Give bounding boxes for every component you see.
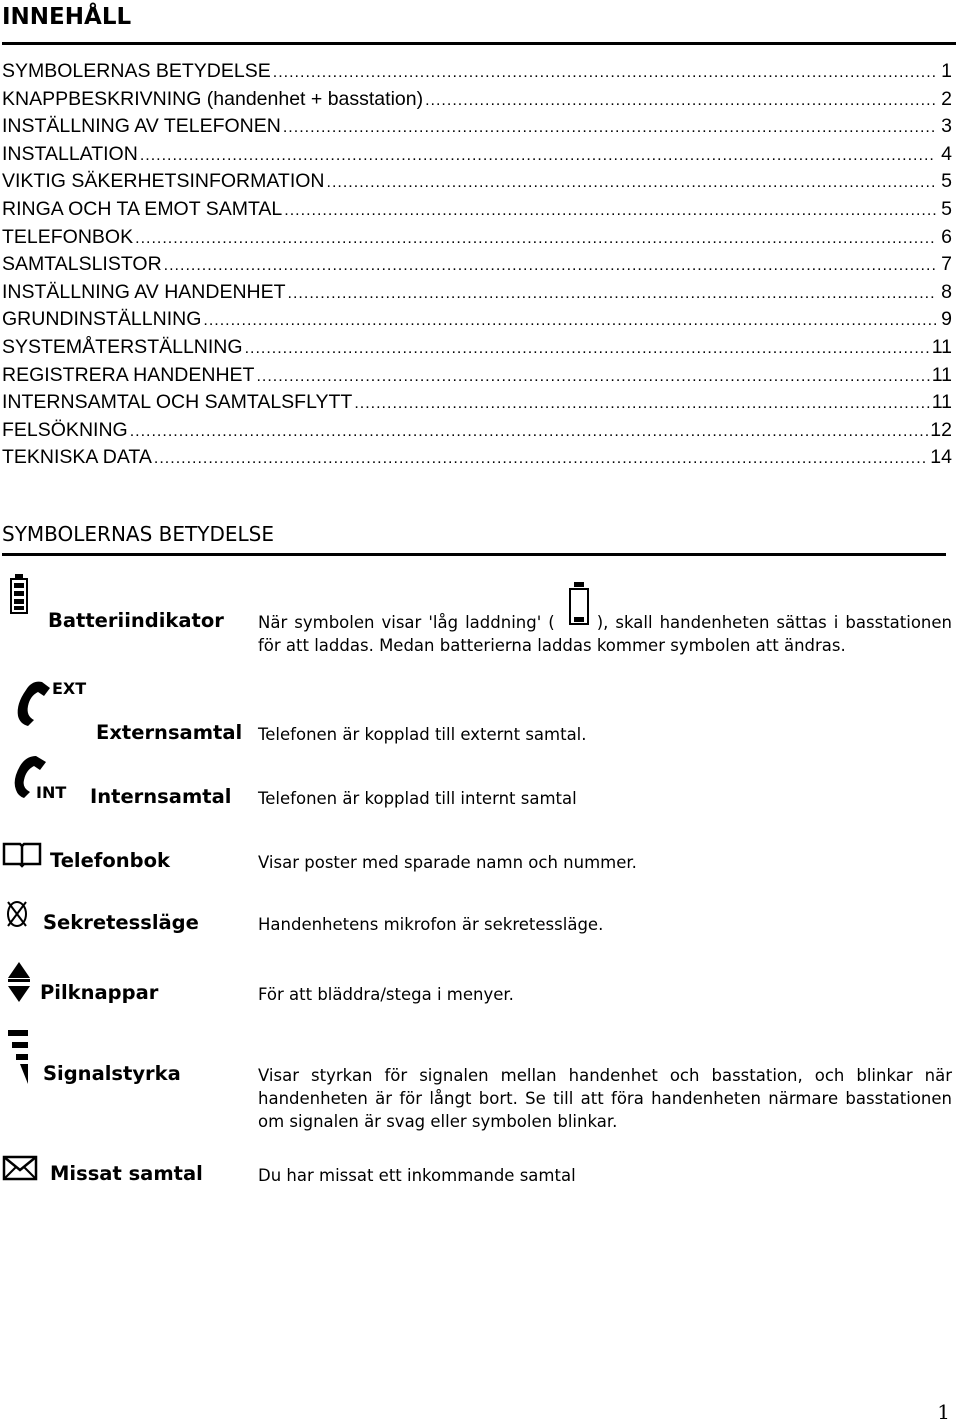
toc-entry-page: 1: [941, 60, 952, 82]
toc-leader-dots: [256, 368, 929, 386]
toc-entry-page: 6: [941, 225, 952, 248]
toc-leader-dots: [283, 119, 936, 137]
toc-entry-page: 8: [941, 280, 952, 303]
toc-entry-label: SYSTEMÅTERSTÄLLNING: [2, 335, 243, 358]
symbol-label-missed: Missat samtal: [50, 1162, 203, 1185]
symbol-label-mute: Sekretessläge: [43, 911, 199, 934]
toc-leader-dots: [203, 312, 936, 330]
toc-entry[interactable]: [2, 391, 952, 419]
toc-entry-page: 5: [941, 170, 952, 193]
toc-leader-dots: [140, 147, 936, 165]
toc-entry-page: 12: [930, 418, 952, 441]
symbol-desc-arrows: För att bläddra/stega i menyer.: [258, 985, 514, 1004]
external-call-icon: [12, 676, 92, 730]
toc-entry-label: TEKNISKA DATA: [2, 446, 152, 469]
symbol-desc-external: Telefonen är kopplad till externt samtal.: [258, 725, 587, 744]
toc-list: [2, 60, 952, 474]
toc-divider: [2, 42, 956, 45]
external-call-icon-text: EXT: [52, 679, 87, 698]
section-title: SYMBOLERNAS BETYDELSE: [2, 522, 274, 546]
toc-leader-dots: [130, 423, 929, 441]
toc-entry[interactable]: [2, 198, 952, 226]
symbol-label-battery: Batteriindikator: [48, 609, 224, 632]
symbol-label-external: Externsamtal: [96, 721, 243, 744]
toc-leader-dots: [135, 230, 936, 248]
toc-entry[interactable]: [2, 364, 952, 392]
toc-entry[interactable]: [2, 253, 952, 281]
toc-entry-page: 3: [941, 115, 952, 138]
symbol-desc-battery-part2: ), skall handenheten sättas i basstationen för att laddas. Medan batterierna laddas kommer symbolen att ändras.: [258, 613, 952, 655]
symbol-desc-battery-part1: När symbolen visar 'låg laddning' (: [258, 613, 555, 632]
toc-entry-label: REGISTRERA HANDENHET: [2, 363, 255, 386]
signal-strength-icon: [6, 1030, 30, 1084]
internal-call-icon: [12, 754, 72, 802]
toc-leader-dots: [164, 257, 936, 275]
toc-title: INNEHÅLL: [2, 4, 132, 30]
toc-entry-label: RINGA OCH TA EMOT SAMTAL: [2, 197, 283, 220]
toc-leader-dots: [288, 285, 936, 303]
symbol-label-phonebook: Telefonbok: [50, 849, 170, 872]
toc-leader-dots: [327, 174, 936, 192]
phonebook-icon: [2, 840, 42, 868]
symbol-label-arrows: Pilknappar: [40, 981, 159, 1004]
battery-icon: [10, 574, 28, 614]
toc-entry-page: 5: [941, 197, 952, 220]
toc-entry[interactable]: [2, 419, 952, 447]
toc-entry-page: 11: [931, 363, 952, 386]
toc-leader-dots: [245, 340, 930, 358]
toc-entry-label: SAMTALSLISTOR: [2, 253, 162, 276]
symbol-desc-signal: Visar styrkan för signalen mellan handenhet och basstation, och blinkar när handenheten är för långt bort. Se till att föra handenheten närmare basstationen om signalen är svag eller symbolen blinkar.: [258, 1066, 952, 1131]
toc-entry-page: 9: [941, 308, 952, 331]
toc-entry-page: 2: [941, 87, 952, 110]
symbol-label-signal: Signalstyrka: [43, 1062, 181, 1085]
missed-call-icon: [2, 1154, 38, 1182]
toc-entry-label: SYMBOLERNAS BETYDELSE: [2, 60, 271, 82]
toc-entry[interactable]: [2, 281, 952, 309]
toc-entry[interactable]: [2, 143, 952, 171]
toc-leader-dots: [425, 92, 936, 110]
toc-entry[interactable]: [2, 170, 952, 198]
toc-entry-label: VIKTIG SÄKERHETSINFORMATION: [2, 170, 325, 193]
internal-call-icon-text: INT: [36, 783, 67, 802]
toc-entry-page: 14: [930, 446, 952, 469]
symbol-desc-phonebook: Visar poster med sparade namn och nummer.: [258, 853, 637, 872]
symbol-label-internal: Internsamtal: [90, 785, 232, 808]
toc-entry-label: TELEFONBOK: [2, 225, 134, 248]
toc-entry-label: INSTÄLLNING AV HANDENHET: [2, 280, 286, 303]
toc-entry-label: INSTÄLLNING AV TELEFONEN: [2, 115, 281, 138]
toc-leader-dots: [284, 202, 936, 220]
toc-entry-label: GRUNDINSTÄLLNING: [2, 308, 202, 331]
toc-entry-label: FELSÖKNING: [2, 418, 128, 441]
toc-entry-page: 7: [941, 253, 952, 276]
section-divider: [2, 553, 946, 556]
toc-entry[interactable]: [2, 60, 952, 88]
toc-leader-dots: [354, 395, 929, 413]
toc-entry[interactable]: [2, 115, 952, 143]
battery-low-glyph: [568, 582, 590, 626]
toc-entry[interactable]: [2, 88, 952, 116]
toc-entry[interactable]: [2, 308, 952, 336]
toc-entry[interactable]: [2, 226, 952, 254]
arrow-keys-icon: [6, 960, 32, 1002]
mute-icon: [4, 898, 30, 930]
toc-entry[interactable]: [2, 446, 952, 474]
toc-leader-dots: [154, 450, 928, 468]
symbol-desc-battery: [258, 611, 952, 657]
toc-entry-label: KNAPPBESKRIVNING (handenhet + basstation): [2, 87, 424, 110]
toc-leader-dots: [273, 64, 936, 82]
page-number: 1: [937, 1400, 950, 1424]
toc-entry-label: INTERNSAMTAL OCH SAMTALSFLYTT: [2, 391, 353, 414]
toc-entry-label: INSTALLATION: [2, 142, 138, 165]
symbol-desc-internal: Telefonen är kopplad till internt samtal: [258, 789, 577, 808]
toc-entry[interactable]: [2, 336, 952, 364]
toc-entry-page: 11: [931, 335, 952, 358]
toc-entry-page: 11: [931, 391, 952, 414]
symbol-desc-mute: Handenhetens mikrofon är sekretessläge.: [258, 915, 604, 934]
toc-entry-page: 4: [941, 142, 952, 165]
symbol-desc-missed: Du har missat ett inkommande samtal: [258, 1166, 576, 1185]
